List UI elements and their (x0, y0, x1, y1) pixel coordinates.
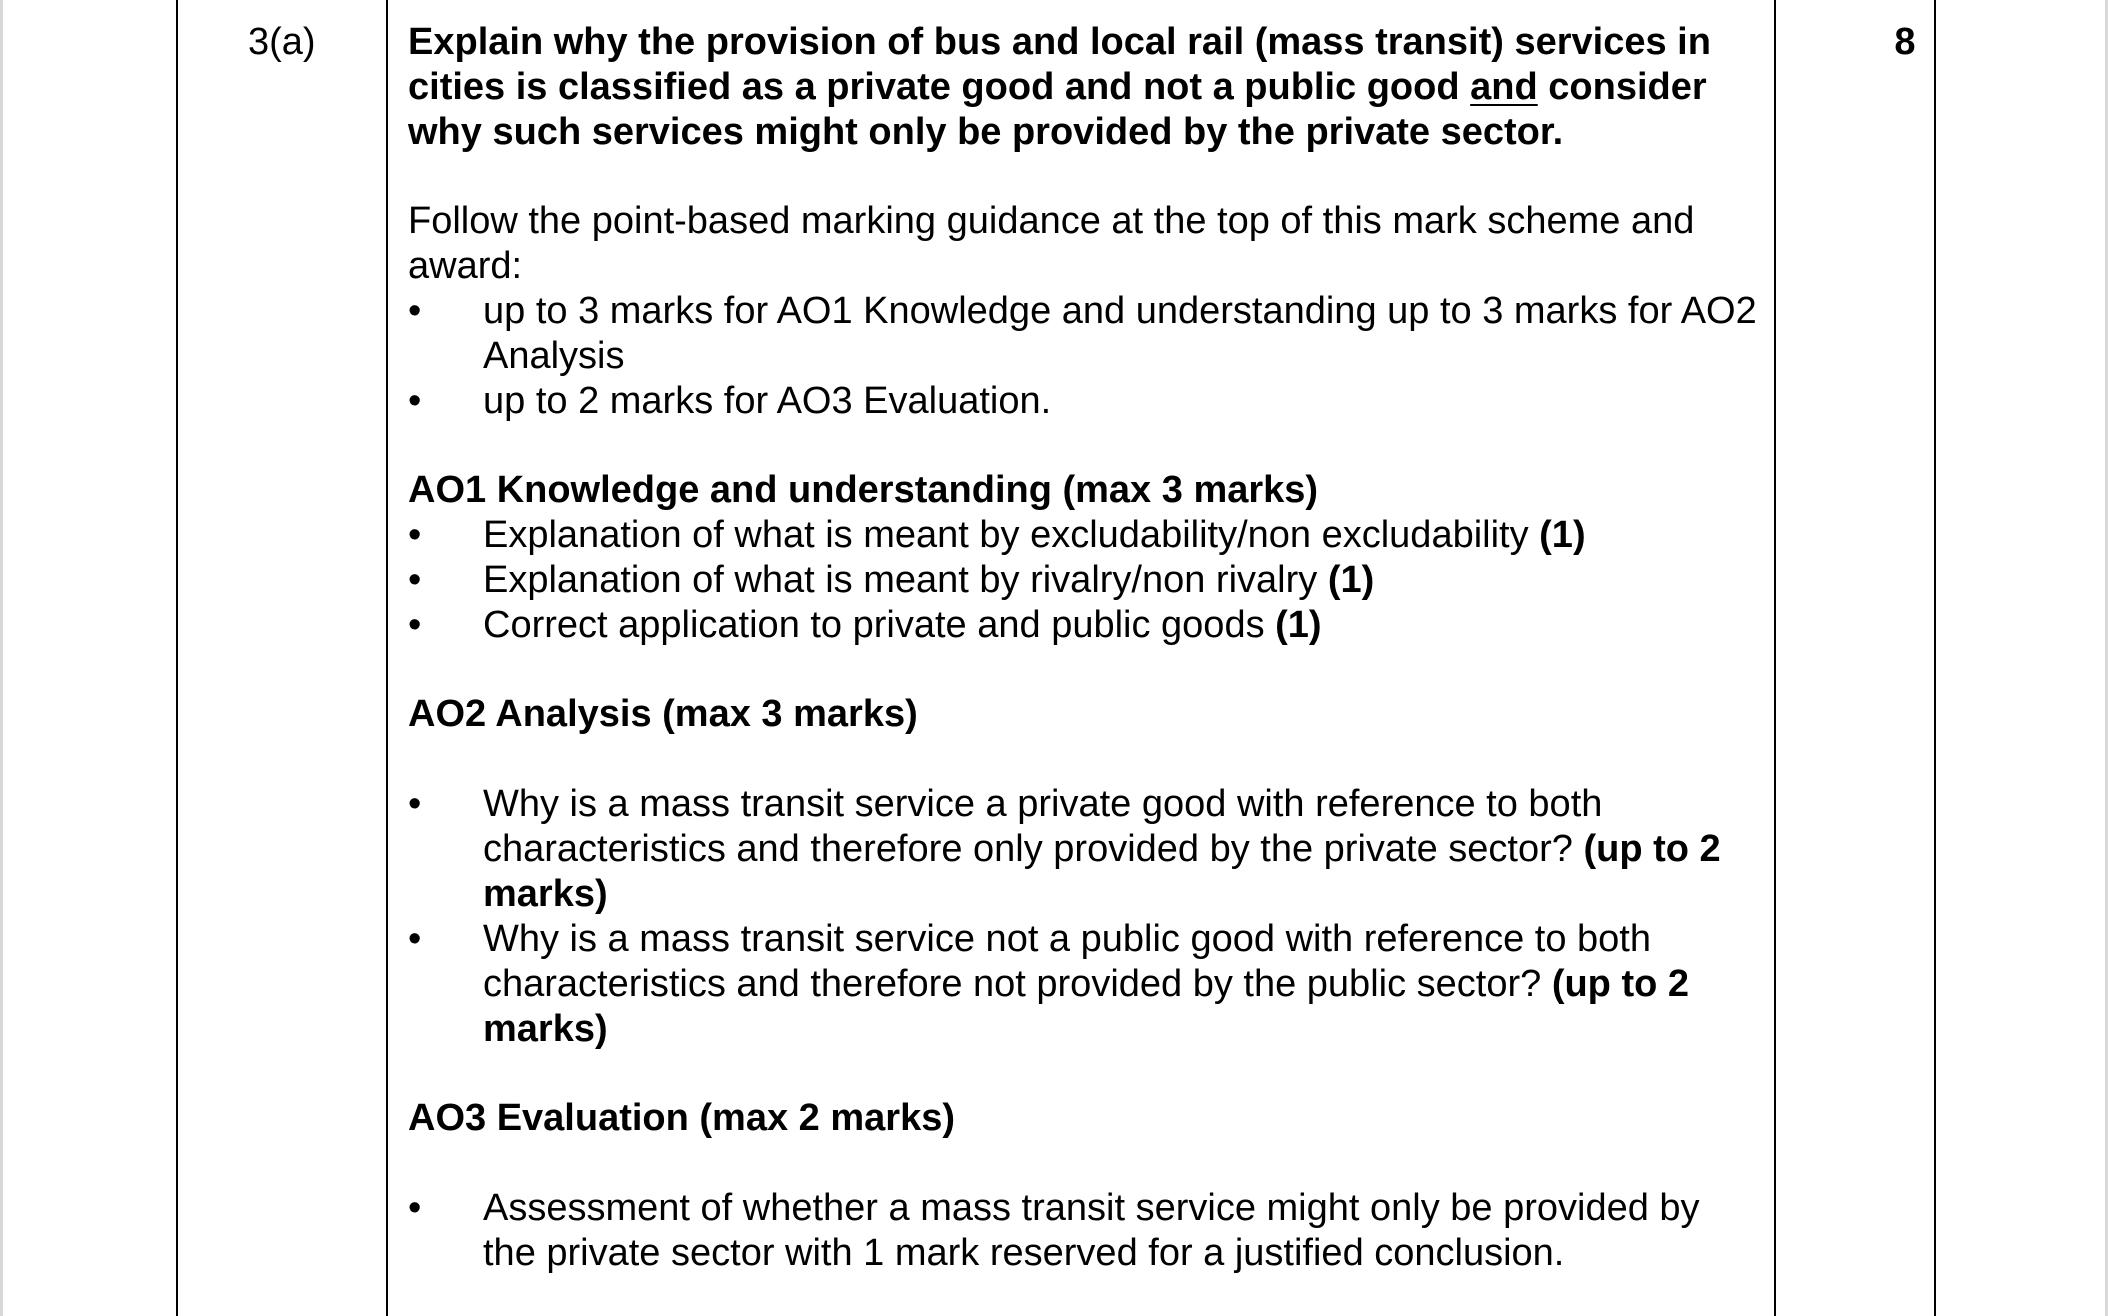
ao2-item-text: Why is a mass transit service a private good with reference to both characteristics and therefore only provided by the private sector? (483, 783, 1603, 870)
guidance-list (408, 289, 1758, 424)
table-border-left (176, 0, 178, 1316)
list-item (408, 782, 1758, 917)
table-border-right (1934, 0, 1936, 1316)
ao1-heading: AO1 Knowledge and understanding (max 3 marks) (408, 469, 1319, 511)
ao3-list (408, 1186, 1758, 1276)
ao1-item-text: Explanation of what is meant by rivalry/non rivalry (483, 559, 1328, 601)
ao1-item-mark: (1) (1275, 604, 1322, 646)
list-item (408, 379, 1758, 424)
guidance-intro: Follow the point-based marking guidance at the top of this mark scheme and award: (408, 200, 1695, 287)
ao2-item-text: Why is a mass transit service not a public good with reference to both characteristics and therefore not provided by the public sector? (483, 918, 1651, 1005)
ao1-item-mark: (1) (1327, 559, 1375, 601)
ao3-heading: AO3 Evaluation (max 2 marks) (408, 1097, 955, 1139)
bullet-icon: • (408, 514, 422, 556)
ao1-item-text: Correct application to private and public goods (483, 604, 1276, 646)
bullet-icon: • (408, 559, 422, 601)
ao2-heading: AO2 Analysis (max 3 marks) (408, 693, 918, 735)
page-edge-left (0, 0, 3, 1316)
guidance-item-text: up to 2 marks for AO3 Evaluation. (483, 380, 1052, 422)
ao2-item-mark: (up to 2 marks) (483, 963, 1690, 1050)
ao2-list (408, 782, 1758, 1052)
marks-total: 8 (1894, 21, 1916, 63)
list-item (408, 1186, 1758, 1276)
ao1-item-mark: (1) (1539, 514, 1586, 556)
list-item (408, 289, 1758, 379)
list-item (408, 513, 1758, 558)
bullet-icon: • (408, 783, 422, 825)
bullet-icon: • (408, 1187, 422, 1229)
question-text-part1: Explain why the provision of bus and local rail (mass transit) services in cities is classified as a private good and not a public good (408, 21, 1711, 108)
bullet-icon: • (408, 918, 422, 960)
ao3-item-text: Assessment of whether a mass transit service might only be provided by the private sector with 1 mark reserved for a justified conclusion. (483, 1187, 1700, 1274)
question-text-underlined: and (1470, 66, 1538, 108)
mark-scheme-content (408, 20, 1758, 1276)
ao2-item-mark: (up to 2 marks) (483, 828, 1721, 915)
question-number: 3(a) (248, 21, 316, 63)
bullet-icon: • (408, 290, 422, 332)
list-item (408, 917, 1758, 1052)
guidance-item-text: up to 3 marks for AO1 Knowledge and understanding up to 3 marks for AO2 Analysis (483, 290, 1757, 377)
table-divider-question (386, 0, 388, 1316)
question-text-part2: consider why such services might only be provided by the private sector. (408, 66, 1707, 153)
list-item (408, 558, 1758, 603)
ao1-item-text: Explanation of what is meant by excludability/non excludability (483, 514, 1540, 556)
table-divider-marks (1774, 0, 1776, 1316)
list-item (408, 603, 1758, 648)
bullet-icon: • (408, 604, 422, 646)
bullet-icon: • (408, 380, 422, 422)
ao1-list (408, 513, 1758, 648)
question-text (408, 20, 1758, 155)
